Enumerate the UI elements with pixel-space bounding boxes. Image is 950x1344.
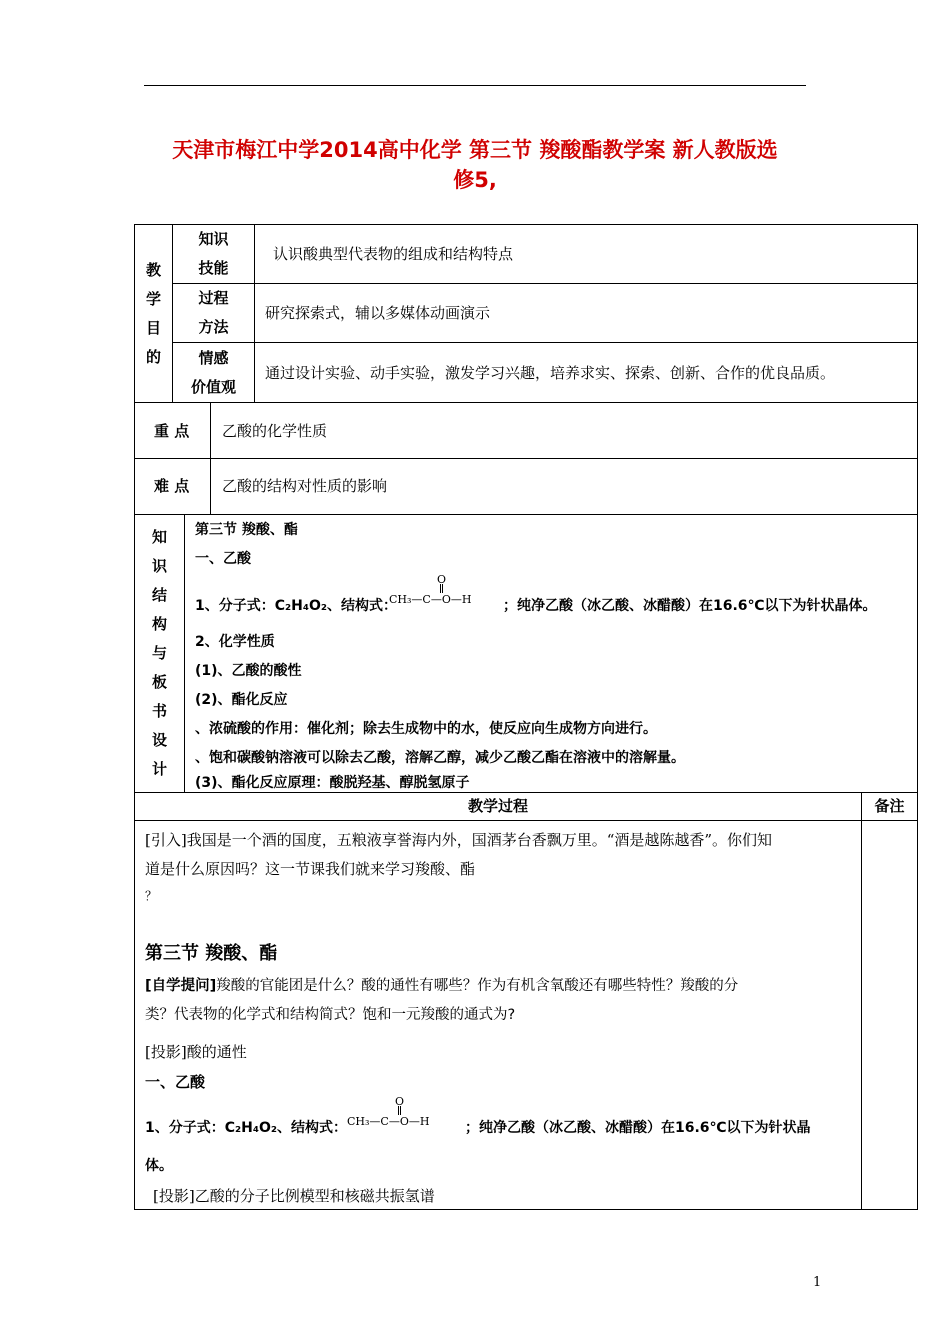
board-label-char: 与 — [151, 644, 167, 662]
structure-double-bond — [440, 584, 443, 593]
objective-method-text: 研究探索式，辅以多媒体动画演示 — [265, 304, 491, 322]
page-number: 1 — [813, 1275, 822, 1290]
intro-line-3: ？ — [145, 889, 158, 903]
board-section-title: 第三节 羧酸、酯 — [195, 522, 298, 538]
header-rule — [144, 85, 806, 86]
process-formula-suffix: ；纯净乙酸（冰乙酸、冰醋酸）在16.6℃以下为针状晶 — [465, 1120, 811, 1136]
intro-tag: [引入] — [145, 831, 187, 849]
label-line: 价值观 — [190, 377, 236, 396]
structure-double-bond — [398, 1106, 401, 1115]
intro-text: 我国是一个酒的国度，五粮液享誉海内外，国酒茅台香飘万里。“酒是越陈越香”。你们知 — [186, 831, 773, 849]
title-line-1: 天津市梅江中学2014高中化学 第三节 羧酸酯教学案 新人教版选 — [172, 138, 778, 162]
objective-label-method — [172, 283, 255, 343]
structure-oxygen: O — [395, 1095, 405, 1108]
objectives-label-char: 目 — [145, 318, 161, 337]
label-line: 知识 — [198, 230, 229, 248]
board-line: (1)、乙酸的酸性 — [195, 663, 302, 679]
objective-values-text: 通过设计实验、动手实验，激发学习兴趣，培养求实、探索、创新、合作的优良品质。 — [265, 364, 836, 382]
board-line: 、浓硫酸的作用：催化剂；除去生成物中的水，使反应向生成物方向进行。 — [195, 721, 657, 737]
question-line-2: 类？代表物的化学式和结构简式？饱和一元羧酸的通式为? — [145, 1007, 516, 1023]
board-line: (3)、酯化反应原理：酸脱羟基、醇脱氢原子 — [195, 775, 470, 791]
board-label-char: 结 — [151, 586, 167, 604]
board-line: (2)、酯化反应 — [195, 692, 288, 708]
board-subtitle: 一、乙酸 — [195, 551, 251, 567]
objective-label-knowledge — [172, 224, 255, 284]
board-label-char: 计 — [151, 760, 167, 778]
projection-1 — [145, 1041, 247, 1062]
difficulty-cell — [210, 458, 918, 515]
question-text: 羧酸的官能团是什么？酸的通性有哪些？作为有机含氧酸还有哪些特性？羧酸的分 — [216, 978, 739, 994]
objective-method — [254, 283, 918, 343]
objective-label-values — [172, 342, 255, 403]
board-label-char: 构 — [151, 615, 167, 633]
objectives-label-char: 学 — [145, 289, 161, 308]
projection-tag: [投影] — [153, 1187, 195, 1205]
title-line-2: 修5, — [453, 168, 497, 192]
board-content — [184, 514, 918, 793]
objective-knowledge — [254, 224, 918, 284]
board-formula-suffix: ；纯净乙酸（冰乙酸、冰醋酸）在16.6℃以下为针状晶体。 — [503, 598, 877, 614]
objective-values — [254, 342, 918, 403]
objectives-label — [134, 224, 173, 403]
key-point-text: 乙酸的化学性质 — [222, 422, 328, 440]
difficulty-label-cell — [134, 458, 211, 515]
board-label-char: 知 — [151, 528, 167, 546]
document-title — [130, 135, 820, 195]
structure-chain: CH₃—C—O—H — [347, 1115, 430, 1128]
difficulty-label: 难 点 — [154, 477, 190, 495]
objectives-label-char: 的 — [145, 347, 161, 366]
difficulty-text: 乙酸的结构对性质的影响 — [222, 477, 388, 495]
process-body — [134, 820, 862, 1210]
label-line: 过程 — [198, 289, 229, 307]
board-label-char: 识 — [151, 557, 167, 575]
notes-header — [861, 792, 918, 821]
board-formula-prefix: 1、分子式：C₂H₄O₂、结构式： — [195, 598, 398, 614]
process-header — [134, 792, 862, 821]
process-formula-prefix: 1、分子式：C₂H₄O₂、结构式： — [145, 1120, 348, 1136]
label-line: 技能 — [198, 259, 229, 277]
board-label — [134, 514, 185, 793]
board-label-char: 板 — [151, 673, 167, 691]
board-label-char: 书 — [151, 702, 167, 720]
objective-knowledge-text: 认识酸典型代表物的组成和结构特点 — [273, 245, 514, 263]
intro-line-1 — [145, 829, 772, 850]
key-point-cell — [210, 402, 918, 459]
structure-oxygen: O — [437, 573, 447, 586]
question-line-1 — [145, 974, 738, 995]
projection-text: 酸的通性 — [186, 1043, 247, 1061]
intro-line-2: 道是什么原因吗？这一节课我们就来学习羧酸、酯 — [145, 860, 476, 878]
projection-2 — [153, 1185, 435, 1206]
process-header-text: 教学过程 — [467, 797, 528, 815]
objectives-label-char: 教 — [145, 260, 161, 279]
process-subtitle: 一、乙酸 — [145, 1073, 206, 1091]
projection-tag: [投影] — [145, 1043, 187, 1061]
label-line: 方法 — [198, 318, 229, 336]
projection-text: 乙酸的分子比例模型和核磁共振氢谱 — [194, 1187, 435, 1205]
key-point-label: 重 点 — [154, 422, 190, 440]
process-formula-wrap: 体。 — [145, 1158, 173, 1174]
question-tag: [自学提问] — [145, 978, 217, 994]
board-label-char: 设 — [151, 731, 167, 749]
key-point-label-cell — [134, 402, 211, 459]
board-line: 2、化学性质 — [195, 634, 275, 650]
structure-chain: CH₃—C—O—H — [389, 593, 472, 606]
notes-column — [861, 820, 918, 1210]
section-title: 第三节 羧酸、酯 — [145, 943, 278, 964]
notes-header-text: 备注 — [874, 797, 905, 815]
label-line: 情感 — [198, 348, 229, 367]
board-line: 、饱和碳酸钠溶液可以除去乙酸，溶解乙醇，减少乙酸乙酯在溶液中的溶解量。 — [195, 750, 685, 766]
